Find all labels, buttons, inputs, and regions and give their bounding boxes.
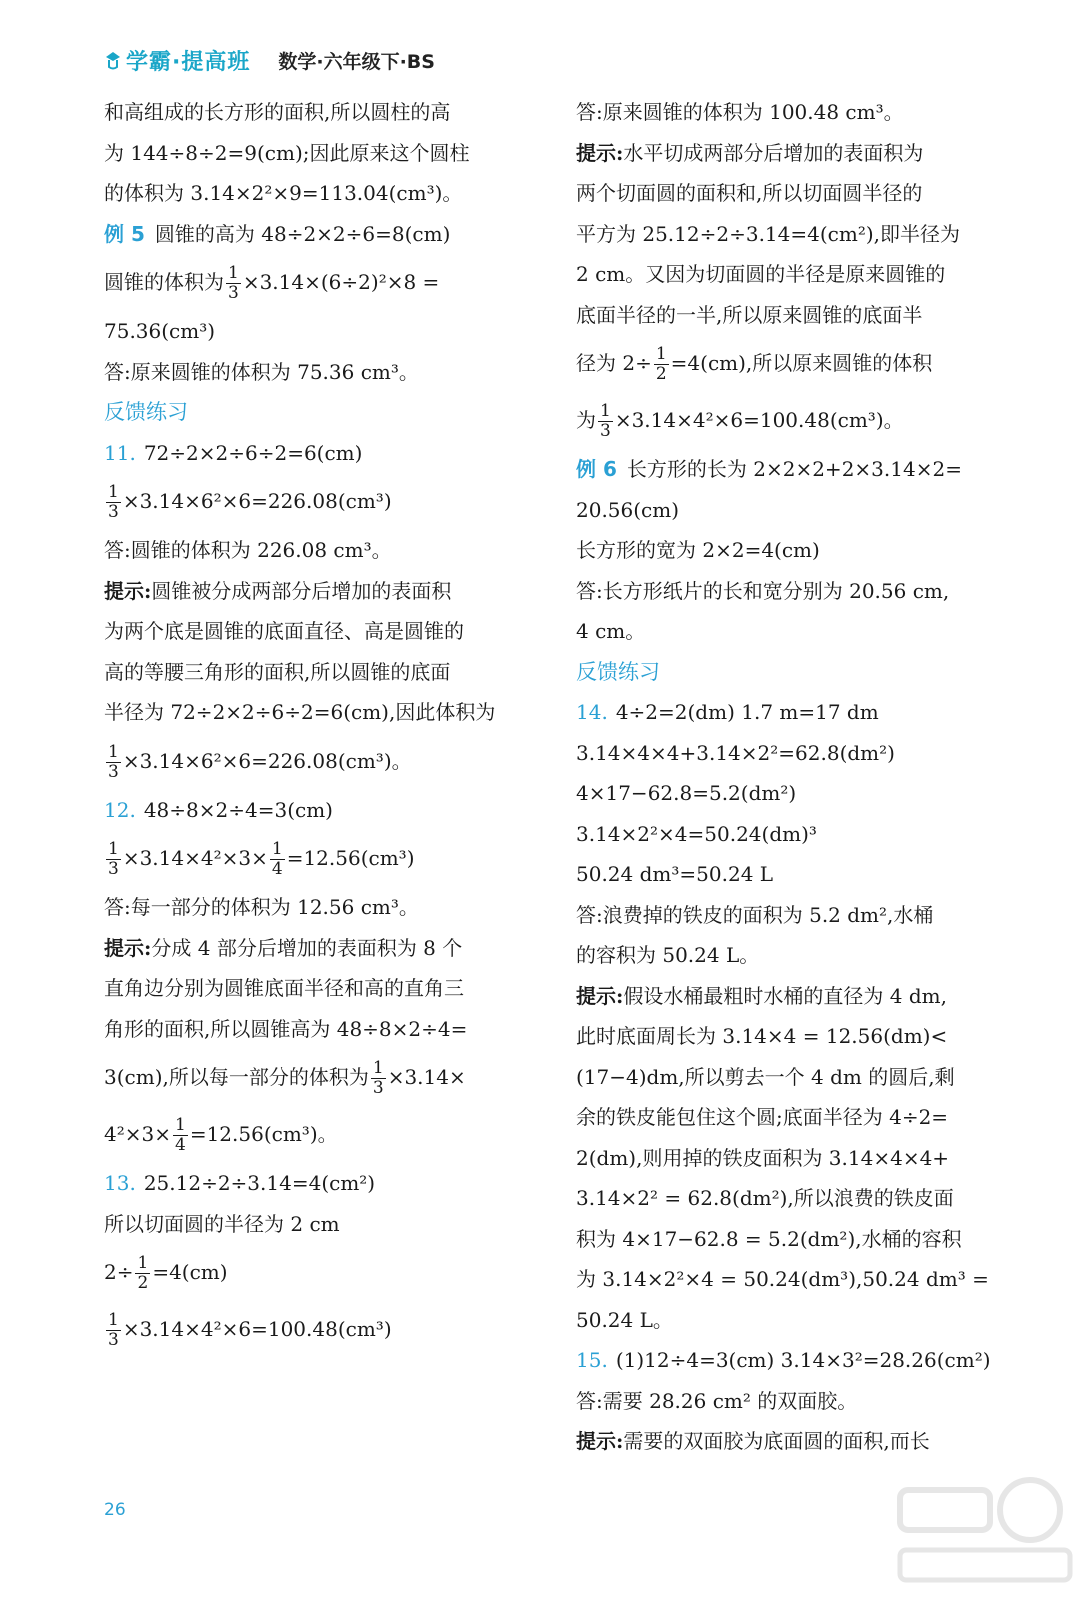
text-line — [576, 895, 1012, 936]
line-text: (1)12÷4=3(cm) 3.14×3²=28.26(cm²) — [615, 1348, 991, 1372]
example-label: 例 6 — [576, 457, 617, 481]
line-text: 余的铁皮能包住这个圆;底面半径为 4÷2= — [576, 1105, 949, 1129]
fraction-denominator: 3 — [600, 421, 611, 441]
line-text: 4²×3× — [104, 1122, 171, 1146]
example-label: 例 5 — [104, 221, 145, 246]
fraction-numerator: 1 — [108, 1310, 119, 1330]
line-text: 50.24 dm³=50.24 L — [576, 862, 774, 886]
line-text: 半径为 72÷2×2÷6÷2=6(cm),因此体积为 — [104, 700, 496, 724]
brand-logo-icon — [104, 49, 122, 71]
text-line — [104, 254, 544, 311]
text-line — [104, 887, 544, 928]
text-line — [576, 1219, 1012, 1260]
fraction-numerator: 1 — [372, 1058, 384, 1078]
fraction — [106, 1311, 121, 1350]
text-line — [576, 392, 1012, 449]
fraction-numerator: 1 — [108, 839, 119, 859]
text-line — [104, 611, 544, 652]
fraction — [106, 840, 121, 879]
line-text: 长方形的宽为 2×2=4(cm) — [576, 538, 820, 562]
line-text: 为 144÷8÷2=9(cm);因此原来这个圆柱 — [104, 140, 470, 165]
text-line — [576, 490, 1012, 531]
fraction — [106, 483, 121, 522]
text-line — [576, 1016, 1012, 1057]
line-text: 的体积为 3.14×2²×9=113.04(cm³)。 — [104, 181, 463, 205]
line-text: 长方形的长为 2×2×2+2×3.14×2= — [626, 457, 962, 481]
fraction-numerator: 1 — [108, 741, 119, 762]
book-subject: 数学·六年级下·BS — [278, 50, 435, 73]
text-line — [104, 214, 544, 255]
text-line — [576, 92, 1012, 133]
line-text: 4×17−62.8=5.2(dm²) — [576, 781, 797, 805]
fraction-denominator: 4 — [174, 1135, 186, 1155]
fraction-numerator: 1 — [228, 263, 239, 283]
line-text: 和高组成的长方形的面积,所以圆柱的高 — [104, 100, 451, 124]
line-text: 底面半径的一半,所以原来圆锥的底面半 — [576, 302, 923, 327]
fraction — [135, 1254, 150, 1293]
line-text: 角形的面积,所以圆锥高为 48÷8×2÷4= — [104, 1016, 468, 1041]
text-line — [104, 1244, 544, 1301]
fraction-denominator: 3 — [372, 1078, 384, 1098]
line-text: 答:圆锥的体积为 226.08 cm³。 — [104, 538, 392, 562]
text-line — [576, 773, 1012, 814]
fraction-numerator: 1 — [600, 401, 611, 421]
text-line — [576, 1421, 1012, 1462]
line-text: 为 3.14×2²×4 = 50.24(dm³),50.24 dm³ = — [576, 1267, 989, 1291]
text-line — [576, 1097, 1012, 1138]
text-line — [576, 173, 1012, 214]
exercise-number: 12. — [104, 797, 136, 822]
line-text: ×3.14×4²×3× — [122, 846, 268, 870]
line-text: =4(cm),所以原来圆锥的体积 — [670, 351, 933, 375]
line-text: 直角边分别为圆锥底面半径和高的直角三 — [104, 976, 464, 1000]
text-line — [104, 733, 544, 790]
left-column — [104, 92, 544, 1358]
line-text: ×3.14×4²×6=100.48(cm³)。 — [614, 408, 904, 432]
fraction — [106, 743, 121, 782]
text-line — [104, 790, 544, 831]
line-text: 此时底面周长为 3.14×4 = 12.56(dm)< — [576, 1024, 948, 1048]
text-line — [576, 935, 1012, 976]
text-line — [576, 295, 1012, 336]
text-line — [576, 733, 1012, 774]
text-line — [104, 1009, 544, 1050]
exercise-number: 15. — [576, 1348, 608, 1372]
text-line — [576, 1057, 1012, 1098]
text-line — [104, 311, 544, 352]
text-line — [576, 611, 1012, 652]
hint-label: 提示: — [576, 983, 624, 1008]
line-text: =12.56(cm³) — [286, 846, 415, 870]
fraction-numerator: 1 — [271, 839, 283, 859]
fraction-denominator: 4 — [271, 859, 283, 879]
text-line — [104, 1301, 544, 1358]
fraction — [654, 345, 669, 384]
line-text: 答:需要 28.26 cm² 的双面胶。 — [576, 1388, 858, 1413]
text-line — [576, 1178, 1012, 1219]
line-text: 积为 4×17−62.8 = 5.2(dm²),水桶的容积 — [576, 1226, 962, 1251]
line-text: 2 cm。又因为切面圆的半径是原来圆锥的 — [576, 262, 946, 286]
text-line — [104, 928, 544, 969]
section-heading: 反馈练习 — [576, 659, 660, 684]
fraction — [598, 402, 613, 441]
line-text: 圆锥的高为 48÷2×2÷6=8(cm) — [154, 221, 451, 246]
text-line — [104, 968, 544, 1009]
text-line — [576, 854, 1012, 895]
fraction-denominator: 3 — [108, 502, 119, 522]
line-text: 3.14×4×4+3.14×2²=62.8(dm²) — [576, 740, 895, 765]
text-line — [104, 692, 544, 733]
text-line — [576, 254, 1012, 295]
text-line — [104, 1163, 544, 1204]
line-text: ×3.14×(6÷2)²×8 = — [242, 270, 440, 294]
line-text: 2÷ — [104, 1260, 134, 1284]
text-line — [576, 692, 1012, 733]
line-text: 圆锥被分成两部分后增加的表面积 — [151, 578, 452, 603]
text-line — [576, 1300, 1012, 1341]
text-line — [104, 352, 544, 393]
line-text: 所以切面圆的半径为 2 cm — [104, 1211, 340, 1236]
line-text: 为两个底是圆锥的底面直径、高是圆锥的 — [104, 619, 464, 643]
exercise-number: 11. — [104, 440, 136, 465]
text-line — [576, 1259, 1012, 1300]
text-line — [576, 814, 1012, 855]
text-line — [576, 1340, 1012, 1381]
line-text: 水平切成两部分后增加的表面积为 — [623, 140, 924, 165]
line-prefix: 圆锥的体积为 — [104, 270, 224, 294]
watermark-logo-icon — [880, 1470, 1080, 1590]
line-text: 4÷2=2(dm) 1.7 m=17 dm — [615, 700, 879, 724]
line-text: 假设水桶最粗时水桶的直径为 4 dm, — [623, 983, 947, 1008]
brand-title: 学霸·提高班 — [126, 49, 251, 75]
page-number: 26 — [104, 1500, 126, 1520]
line-text: 2(dm),则用掉的铁皮面积为 3.14×4×4+ — [576, 1145, 950, 1170]
text-line — [576, 1381, 1012, 1422]
fraction-denominator: 3 — [228, 283, 239, 303]
text-line — [104, 1049, 544, 1106]
hint-label: 提示: — [576, 140, 624, 165]
line-text: 20.56(cm) — [576, 497, 680, 522]
text-line — [576, 449, 1012, 490]
text-line — [104, 473, 544, 530]
fraction-numerator: 1 — [655, 344, 667, 364]
fraction — [173, 1116, 188, 1155]
line-text: ×3.14× — [387, 1065, 466, 1089]
text-line — [576, 530, 1012, 571]
hint-label: 提示: — [576, 1429, 624, 1453]
line-text: 答:原来圆锥的体积为 100.48 cm³。 — [576, 100, 904, 124]
text-line — [104, 1204, 544, 1245]
line-text: ×3.14×4²×6=100.48(cm³) — [122, 1317, 392, 1341]
fraction-denominator: 3 — [108, 1330, 119, 1350]
line-text: 3.14×2²×4=50.24(dm)³ — [576, 821, 817, 846]
line-text: 4 cm。 — [576, 619, 646, 643]
text-line — [104, 830, 544, 887]
text-line — [104, 173, 544, 214]
right-column — [576, 92, 1012, 1462]
text-line — [576, 133, 1012, 174]
line-text: 两个切面圆的面积和,所以切面圆半径的 — [576, 181, 923, 205]
fraction-denominator: 2 — [137, 1273, 149, 1293]
line-text: 50.24 L。 — [576, 1307, 673, 1332]
text-line — [104, 571, 544, 612]
page-header — [104, 40, 435, 80]
text-line — [104, 133, 544, 174]
line-text: 高的等腰三角形的面积,所以圆锥的底面 — [104, 659, 451, 684]
line-text: 径为 2÷ — [576, 351, 652, 375]
fraction-numerator: 1 — [174, 1115, 186, 1135]
fraction-numerator: 1 — [108, 482, 119, 502]
text-line — [576, 335, 1012, 392]
line-text: =4(cm) — [152, 1260, 228, 1284]
line-text: 需要的双面胶为底面圆的面积,而长 — [623, 1429, 930, 1453]
line-text: 75.36(cm³) — [104, 319, 216, 343]
line-text: 分成 4 部分后增加的表面积为 8 个 — [151, 935, 463, 960]
hint-label: 提示: — [104, 935, 152, 960]
text-line — [104, 92, 544, 133]
line-text: 72÷2×2÷6÷2=6(cm) — [143, 440, 363, 465]
line-prefix: 3(cm),所以每一部分的体积为 — [104, 1065, 369, 1089]
fraction-denominator: 2 — [655, 364, 667, 384]
line-text: 答:原来圆锥的体积为 75.36 cm³。 — [104, 359, 419, 384]
line-text: 平方为 25.12÷2÷3.14=4(cm²),即半径为 — [576, 221, 961, 246]
line-text: 25.12÷2÷3.14=4(cm²) — [143, 1171, 376, 1195]
line-text: 答:长方形纸片的长和宽分别为 20.56 cm, — [576, 578, 950, 603]
text-line — [576, 1138, 1012, 1179]
line-text: ×3.14×6²×6=226.08(cm³) — [122, 489, 392, 513]
text-line — [104, 530, 544, 571]
fraction — [270, 840, 285, 879]
fraction — [371, 1059, 386, 1098]
line-text: 答:每一部分的体积为 12.56 cm³。 — [104, 895, 419, 919]
text-line — [104, 433, 544, 474]
fraction — [226, 264, 241, 303]
section-heading: 反馈练习 — [104, 400, 188, 424]
line-prefix: 为 — [576, 408, 596, 432]
fraction-numerator: 1 — [137, 1253, 149, 1273]
line-text: 的容积为 50.24 L。 — [576, 943, 760, 967]
exercise-number: 14. — [576, 700, 608, 724]
text-line — [576, 214, 1012, 255]
line-text: (17−4)dm,所以剪去一个 4 dm 的圆后,剩 — [576, 1064, 955, 1089]
hint-label: 提示: — [104, 578, 152, 603]
line-text: =12.56(cm³)。 — [189, 1122, 338, 1146]
text-line — [576, 976, 1012, 1017]
line-text: ×3.14×6²×6=226.08(cm³)。 — [122, 748, 412, 773]
text-line — [104, 1106, 544, 1163]
exercise-number: 13. — [104, 1171, 136, 1195]
text-line — [576, 571, 1012, 612]
fraction-denominator: 3 — [108, 859, 119, 879]
line-text: 答:浪费掉的铁皮的面积为 5.2 dm²,水桶 — [576, 902, 934, 927]
text-line — [104, 652, 544, 693]
line-text: 3.14×2² = 62.8(dm²),所以浪费的铁皮面 — [576, 1186, 954, 1210]
fraction-denominator: 3 — [108, 761, 119, 782]
line-text: 48÷8×2÷4=3(cm) — [143, 797, 333, 822]
